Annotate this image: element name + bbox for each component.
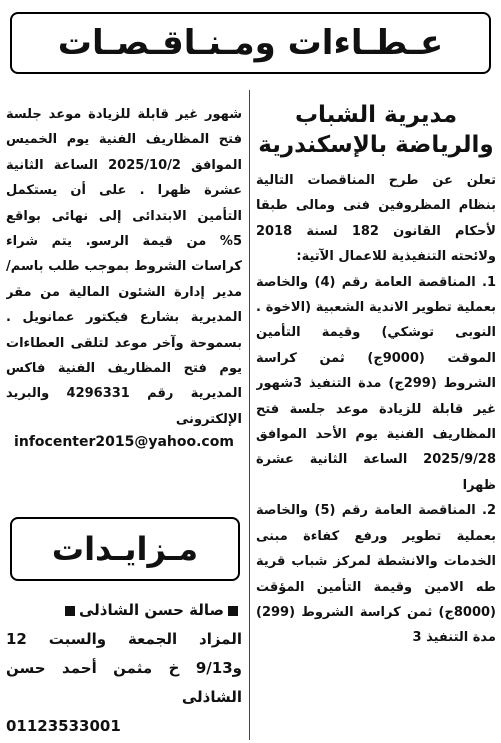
- square-bullet-icon: [65, 606, 75, 616]
- announcement-headline: [256, 100, 496, 160]
- tenders-banner-title: عـطـاءات ومـنـاقـصـات: [57, 23, 444, 63]
- announcement-continuation: شهور غير قابلة للزيادة موعد جلسة فتح المظاريف الفنية يوم الخميس الموافق 2025/10/2 الساعة الثانية عشرة ظهرا . على أن يستكمل التأمين الابتدائى إلى نهائى بواقع 5% من قيمة الرسو. يتم شراء كراسات الشروط بموجب طلب باسم/ مدير إدارة الشئون المالية من مقر المديرية بشارع فيكتور عمانويل . بسموحة وآخر موعد لتلقى العطاءات يوم فتح المظاريف الفنية فاكس المديرية رقم 4296331 والبريد الإلكترونى: [6, 107, 242, 427]
- auction-venue: [6, 596, 242, 625]
- column-divider: [249, 90, 250, 740]
- headline-line-2: والرياضة بالإسكندرية: [258, 132, 494, 158]
- auctions-banner-title: مـزايـدات: [51, 530, 199, 568]
- auction-phone: 01123533001: [6, 717, 121, 735]
- tenders-banner: [10, 12, 491, 74]
- square-bullet-icon: [228, 606, 238, 616]
- auction-details: المزاد الجمعة والسبت 12 و9/13 خ مثمن أحمد حسن الشاذلى: [6, 630, 242, 706]
- tender-item-1: 1. المناقصة العامة رقم (4) والخاصة بعملية تطوير الاندية الشعبية (الاخوة . النوبى توشكي) وقيمة التأمين الموقت (9000ج) ثمن كراسة الشروط (299ج) مدة التنفيذ 3شهور غير قابلة للزيادة موعد جلسة فتح المظاريف الفنية يوم الأحد الموافق 2025/9/28 الساعة الثانية عشرة ظهرا: [256, 274, 496, 493]
- announcement-intro: تعلن عن طرح المناقصات التالية بنظام المظروفين فنى ومالى طبقا لأحكام القانون 182 لسنة 2018 ولائحته التنفيذية للاعمال الآتية:: [256, 173, 496, 265]
- tender-item-2: 2. المناقصة العامة رقم (5) والخاصة بعملية تطوير ورفع كفاءة مبنى الخدمات والانشطة لمركز شباب قرية طه الامين وقيمة التأمين المؤقت (8000ج) ثمن كراسة الشروط (299) مدة التنفيذ 3: [256, 503, 496, 646]
- auction-phone-row: [6, 712, 242, 741]
- headline-line-1: مديرية الشباب: [294, 102, 458, 128]
- auction-venue-name: صالة حسن الشاذلى: [78, 601, 224, 619]
- auction-notice: [6, 596, 242, 741]
- auctions-banner: [10, 517, 240, 581]
- announcement-right-column: [256, 94, 496, 740]
- announcement-left-column: [6, 102, 242, 450]
- contact-email: infocenter2015@yahoo.com: [14, 434, 234, 451]
